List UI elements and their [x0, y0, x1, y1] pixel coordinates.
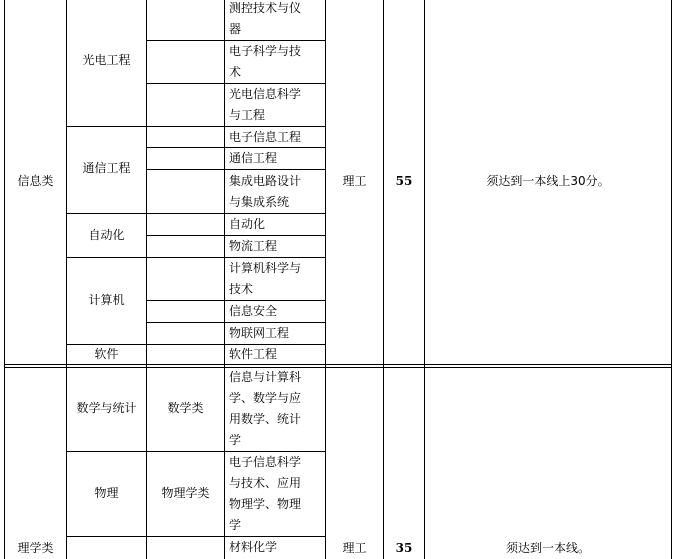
- score-requirement: 须达到一本线上30分。: [486, 174, 610, 188]
- major-name-line: 光电信息科学: [229, 87, 302, 101]
- enrollment-count: 55: [395, 174, 413, 188]
- category-name: 数学与统计: [76, 401, 137, 415]
- major-name-line: 信息与计算科: [229, 370, 302, 384]
- sub-category-name: 数学类: [167, 401, 204, 415]
- major-name-line: 电子科学与技: [229, 44, 302, 58]
- score-requirement: 须达到一本线。: [505, 541, 590, 555]
- major-name-line: 学: [229, 518, 242, 532]
- group-divider: [4, 367, 672, 368]
- major-name-line: 电子信息科学: [229, 455, 302, 469]
- major-name-line: 与技术、应用: [229, 476, 302, 490]
- major-name-line: 物流工程: [229, 239, 278, 253]
- major-name-line: 与工程: [229, 108, 266, 122]
- category-name: 物理: [94, 486, 119, 500]
- enrollment-count: 35: [395, 541, 413, 555]
- major-name-line: 器: [229, 22, 242, 36]
- major-name-line: 集成电路设计: [229, 174, 302, 188]
- major-name-line: 测控技术与仪: [229, 1, 302, 15]
- major-name-line: 软件工程: [229, 347, 278, 361]
- column-divider: [424, 0, 425, 559]
- subject-type: 理工: [342, 541, 367, 555]
- category-name: 软件: [94, 347, 119, 361]
- major-name-line: 电子信息工程: [229, 130, 302, 144]
- subject-type: 理工: [342, 174, 367, 188]
- major-name-line: 物理学、物理: [229, 497, 302, 511]
- column-divider: [383, 0, 384, 559]
- column-divider: [66, 0, 67, 559]
- major-name-line: 计算机科学与: [229, 261, 302, 275]
- major-name-line: 学、数学与应: [229, 391, 302, 405]
- row-divider: [66, 536, 326, 537]
- group-name: 信息类: [17, 174, 54, 188]
- border-right: [671, 0, 672, 559]
- major-name-line: 材料化学: [229, 540, 278, 554]
- major-name-line: 物联网工程: [229, 326, 290, 340]
- sub-category-name: 物理学类: [161, 486, 210, 500]
- major-name-line: 术: [229, 65, 242, 79]
- major-name-line: 与集成系统: [229, 195, 290, 209]
- category-name: 通信工程: [82, 161, 131, 175]
- category-name: 计算机: [88, 293, 125, 307]
- major-name-line: 信息安全: [229, 304, 278, 318]
- major-name-line: 技术: [229, 282, 254, 296]
- major-name-line: 用数学、统计: [229, 412, 302, 426]
- group-name: 理学类: [17, 541, 54, 555]
- row-divider: [66, 213, 326, 214]
- category-name: 光电工程: [82, 53, 131, 67]
- major-name-line: 通信工程: [229, 151, 278, 165]
- border-left: [4, 0, 5, 559]
- major-name-line: 学: [229, 433, 242, 447]
- major-name-line: 自动化: [229, 217, 266, 231]
- category-name: 自动化: [88, 228, 125, 242]
- row-divider: [146, 169, 326, 170]
